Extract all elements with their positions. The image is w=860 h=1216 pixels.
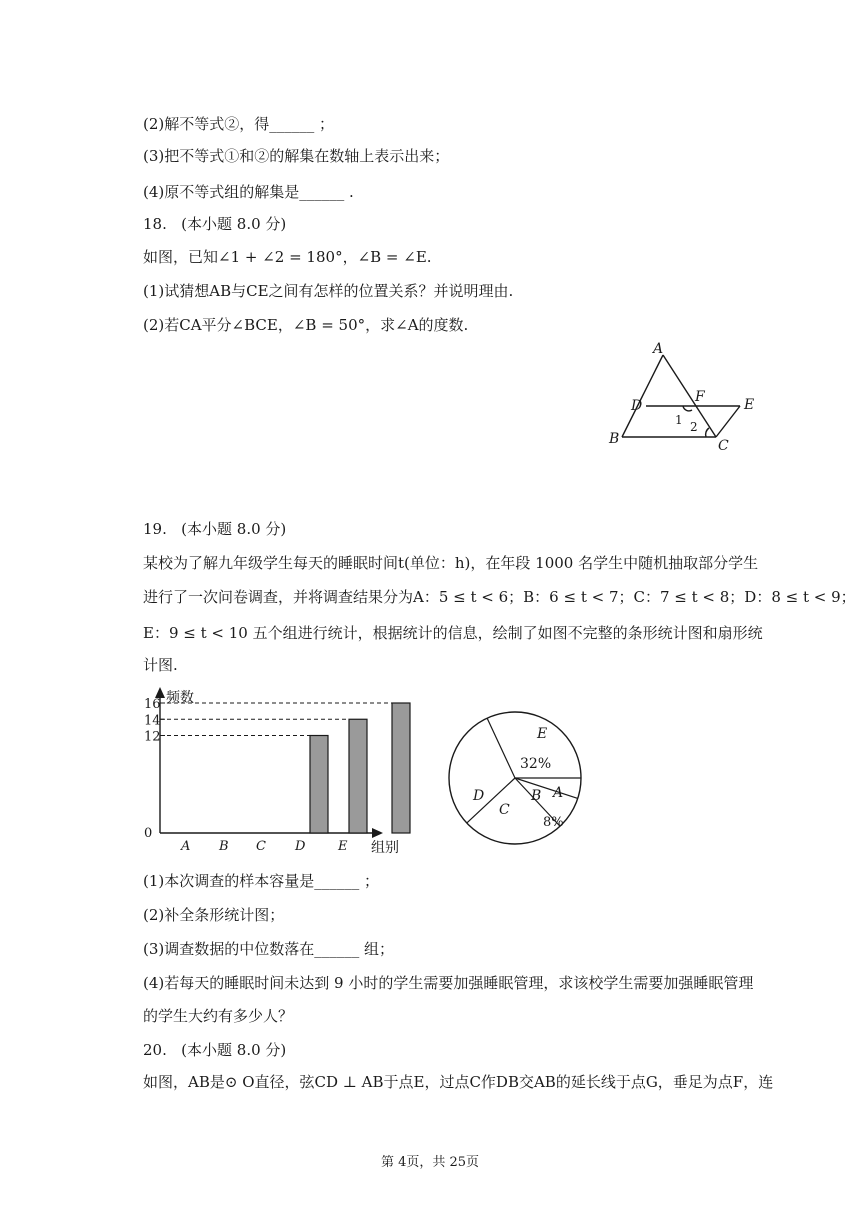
q19-para-3: E：9 ≤ t < 10 五个组进行统计，根据统计的信息，绘制了如图不完整的条形统计图和扇形统 [143, 624, 763, 642]
q17-part2: (2)解不等式②，得______ ； [143, 115, 335, 133]
q17-part3: (3)把不等式①和②的解集在数轴上表示出来； [143, 147, 450, 165]
x-tick-label: E [338, 839, 348, 854]
q19-sub-3: (3)调查数据的中位数落在______ 组； [143, 940, 395, 958]
label-d: D [631, 398, 643, 414]
pie-label-C: C [499, 802, 510, 818]
q19-sub-2: (2)补全条形统计图； [143, 906, 285, 924]
x-axis-arrow [372, 828, 383, 838]
x-tick-label: C [256, 839, 266, 854]
q19-header: 19. (本小题 8.0 分) [143, 520, 287, 538]
q19-sub-5: 的学生大约有多少人？ [143, 1007, 294, 1025]
label-c: C [718, 438, 729, 454]
pie-label-D: D [473, 788, 485, 804]
label-b: B [609, 431, 620, 447]
segment-ec [716, 406, 740, 437]
bar-E [392, 703, 410, 833]
bar-chart [140, 685, 420, 860]
y-tick-label: 12 [144, 729, 161, 745]
pie-chart [445, 708, 585, 848]
q19-para-4: 计图. [143, 656, 178, 674]
q19-sub-4: (4)若每天的睡眠时间未达到 9 小时的学生需要加强睡眠管理，求该校学生需要加强睡眠管理 [143, 974, 754, 992]
q20-statement: 如图，AB是⊙ O直径，弦CD ⊥ AB于点E，过点C作DB交AB的延长线于点G，垂足为点F，连 [143, 1073, 774, 1091]
label-a: A [653, 341, 664, 357]
y-tick-label: 16 [144, 697, 161, 712]
x-axis-label: 组别 [371, 840, 399, 856]
pie-label-A: A [553, 785, 564, 801]
y-axis-label: 频数 [166, 690, 194, 706]
q19-para-1: 某校为了解九年级学生每天的睡眠时间t(单位：h)，在年段 1000 名学生中随机抽取部分学生 [143, 554, 759, 572]
y-tick-label: 0 [144, 826, 153, 841]
angle-1-arc [683, 406, 692, 411]
x-tick-label: B [219, 839, 229, 854]
x-tick-label: A [181, 839, 191, 854]
q20-header: 20. (本小题 8.0 分) [143, 1041, 287, 1059]
q18-header: 18. (本小题 8.0 分) [143, 215, 287, 233]
y-tick-label: 14 [144, 713, 161, 729]
bar-C [310, 736, 328, 834]
pie-divider [487, 718, 515, 778]
q19-para-2: 进行了一次问卷调查，并将调查结果分为A：5 ≤ t < 6；B：6 ≤ t < 7；C：7 ≤ t < 8；D：8 ≤ t < 9； [143, 588, 856, 606]
page-footer: 第 4页，共 25页 [380, 1155, 480, 1170]
q18-part1: (1)试猜想AB与CE之间有怎样的位置关系？并说明理由. [143, 282, 514, 300]
angle-2-arc [706, 428, 709, 437]
q19-sub-1: (1)本次调查的样本容量是______ ； [143, 872, 380, 890]
bar-D [349, 719, 367, 833]
q18-part2: (2)若CA平分∠BCE，∠B = 50°，求∠A的度数. [143, 316, 469, 334]
segment-ab [622, 355, 663, 437]
label-angle-2: 2 [690, 420, 698, 434]
label-f: F [695, 389, 705, 405]
pie-percent-E: 32% [520, 756, 552, 772]
segment-ac [663, 355, 716, 437]
pie-label-B: B [531, 788, 542, 804]
q17-part4: (4)原不等式组的解集是______ . [143, 183, 354, 201]
pie-percent-B: 8% [543, 815, 564, 830]
pie-label-E: E [537, 726, 548, 742]
x-tick-label: D [295, 839, 306, 854]
label-angle-1: 1 [675, 413, 683, 427]
label-e: E [744, 397, 755, 413]
q18-statement: 如图，已知∠1 + ∠2 = 180°，∠B = ∠E. [143, 248, 432, 266]
